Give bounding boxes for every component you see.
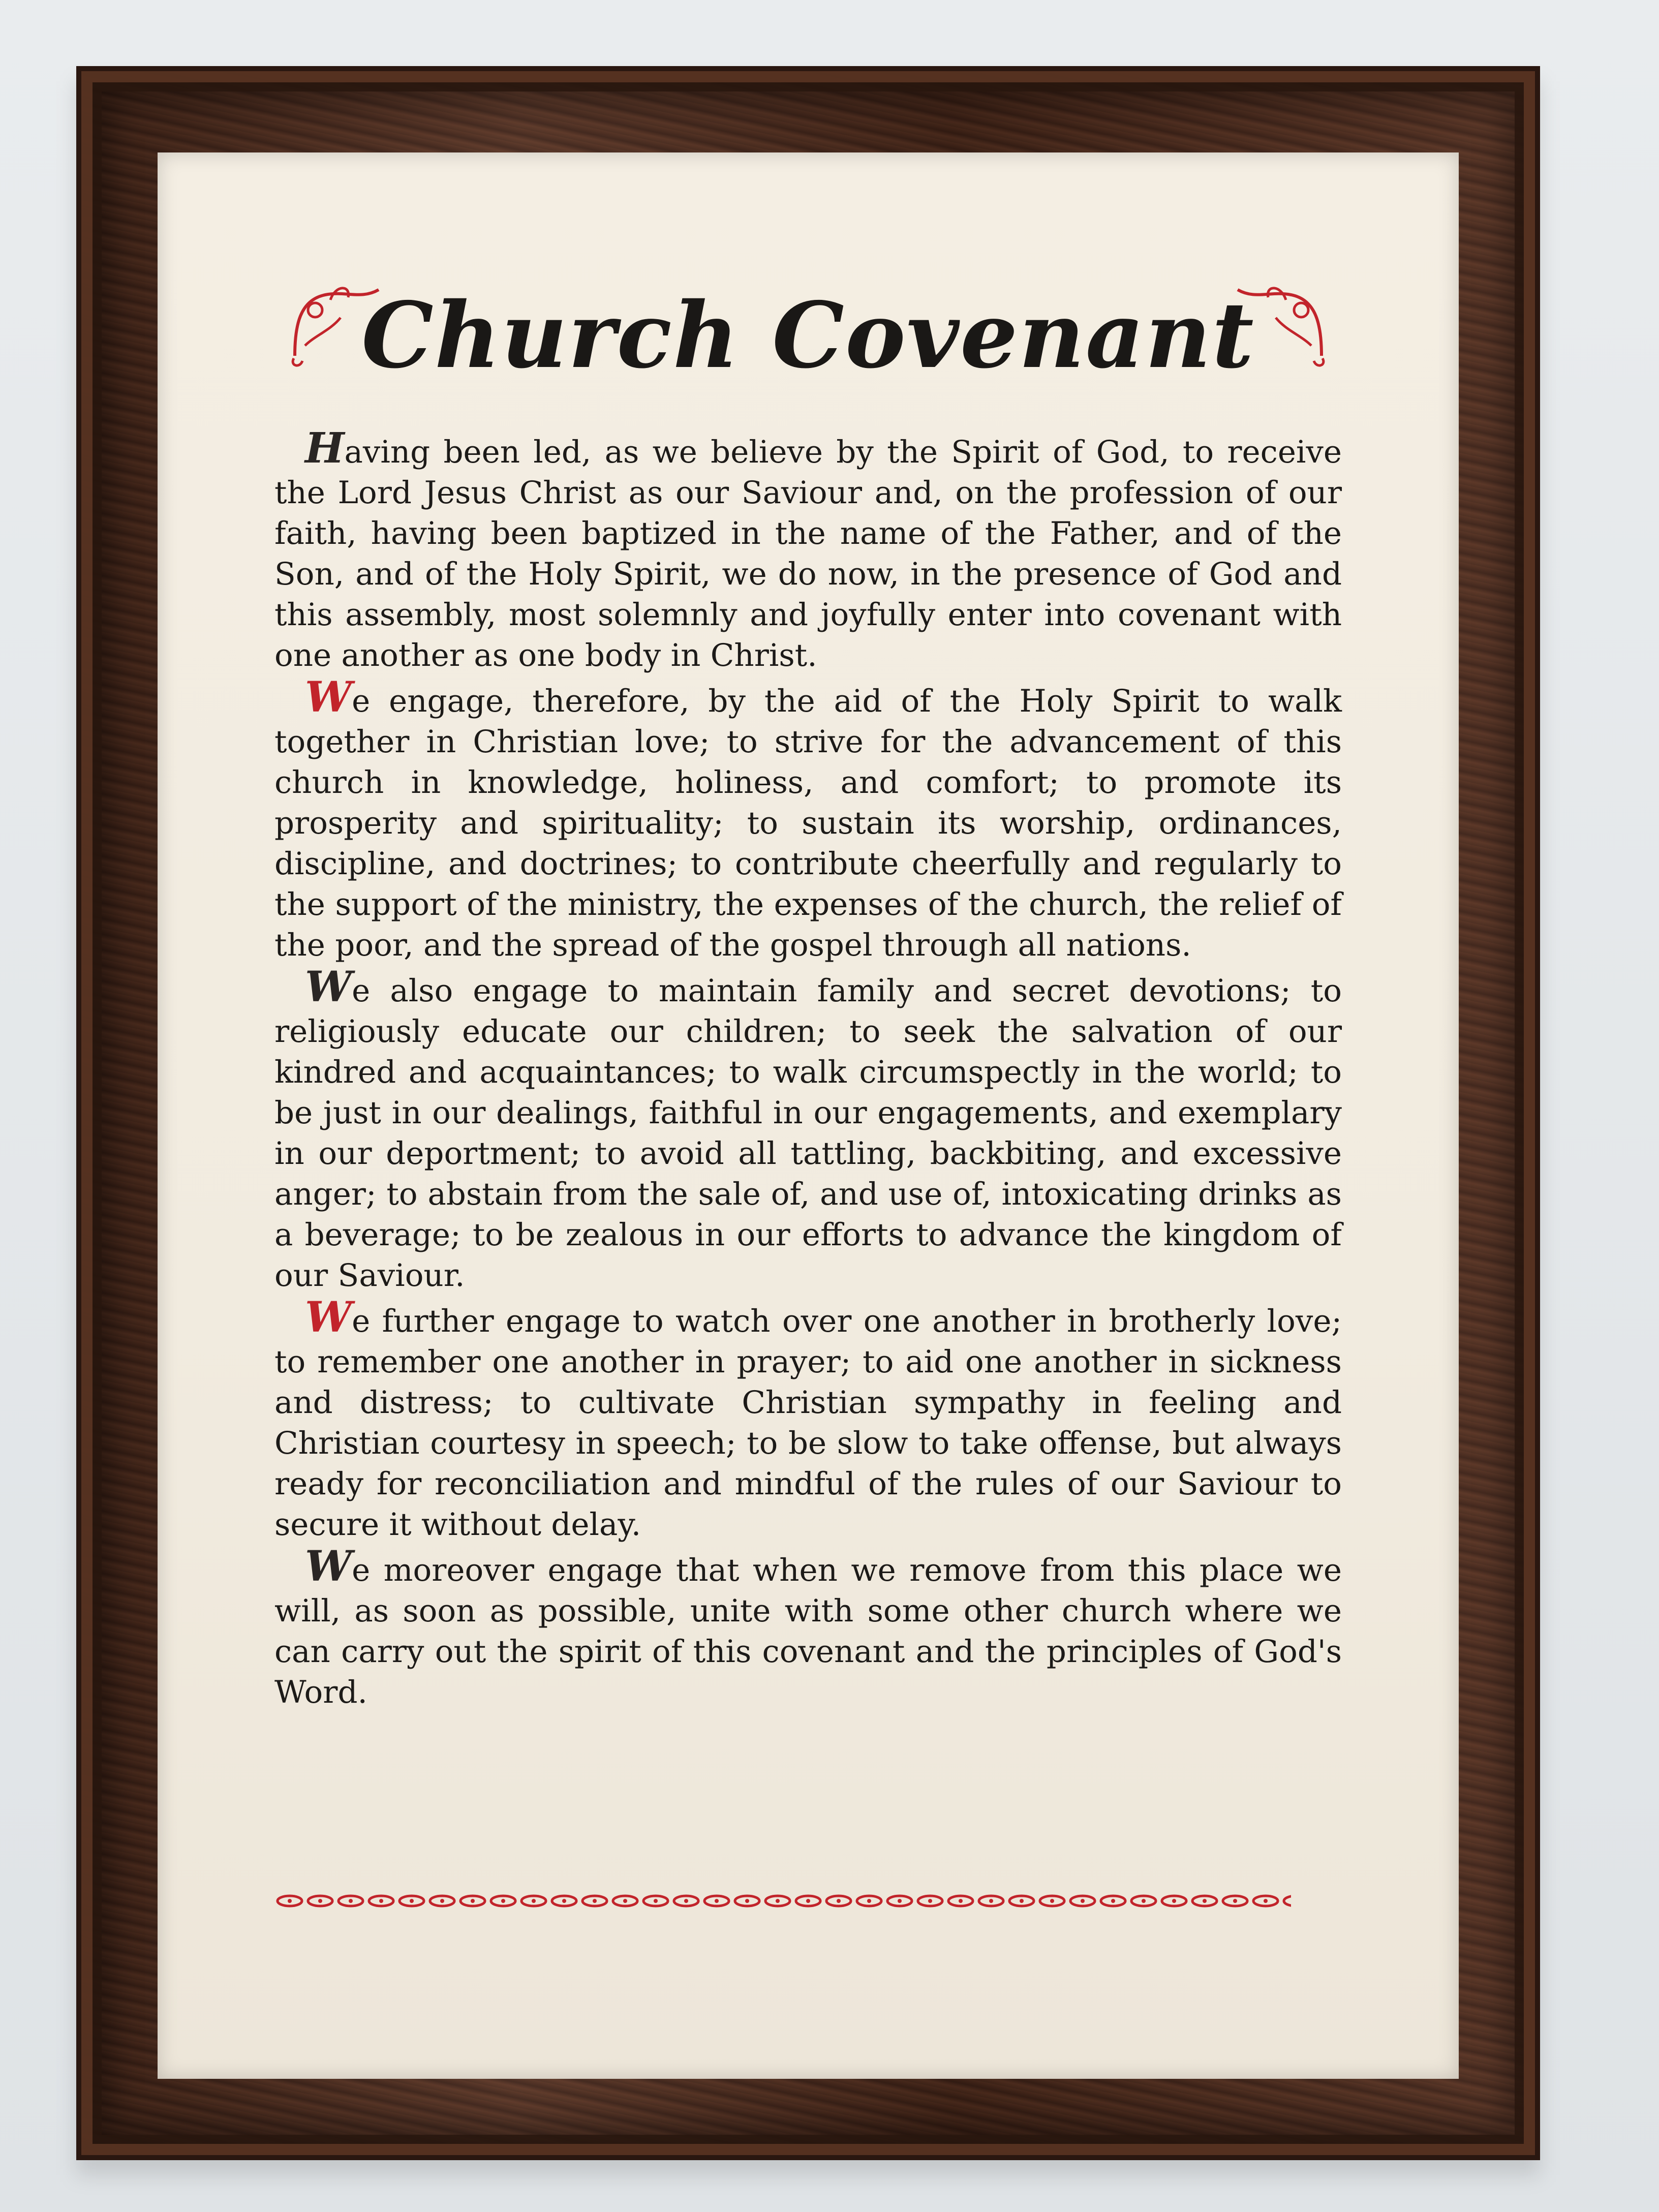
paragraph: [274, 963, 1342, 1296]
page-title: Church Covenant: [361, 282, 1255, 388]
drop-cap: W: [305, 1542, 352, 1591]
decorative-border-strip: [274, 1891, 1291, 1911]
paragraph: [274, 1293, 1342, 1545]
paragraph: [274, 1542, 1342, 1713]
flourish-ornament-icon: [1230, 269, 1332, 371]
drop-cap: W: [305, 963, 352, 1011]
covenant-poster: [158, 152, 1459, 2079]
covenant-body: [274, 424, 1342, 1713]
flourish-ornament-icon: [285, 269, 386, 371]
wooden-picture-frame: [76, 66, 1540, 2160]
paragraph-text: e also engage to maintain family and secret devotions; to religiously educate our children; to seek the salvation of our kindred and acquaintances; to walk circumspectly in the world; to be just in our dealings, faithful in our engagements, and exemplary in our deportment; to avoid all tattling, backbiting, and excessive anger; to abstain from the sale of, and use of, intoxicating drinks as a beverage; to be zealous in our efforts to advance the kingdom of our Saviour.: [274, 973, 1342, 1294]
paragraph-text: e further engage to watch over one another in brotherly love; to remember one another in prayer; to aid one another in sickness and distress; to cultivate Christian sympathy in feeling and Christian courtesy in speech; to be slow to take offense, but always ready for reconciliation and mindful of the rules of our Saviour to secure it without delay.: [274, 1303, 1342, 1543]
paragraph-text: e engage, therefore, by the aid of the Holy Spirit to walk together in Christian love; to strive for the advancement of this church in knowledge, holiness, and comfort; to promote its prosperity and spirituality; to sustain its worship, ordinances, discipline, and doctrines; to contribute cheerfully and regularly to the support of the ministry, the expenses of the church, the relief of the poor, and the spread of the gospel through all nations.: [274, 683, 1342, 963]
drop-cap: W: [305, 673, 352, 722]
paragraph-text: e moreover engage that when we remove from this place we will, as soon as possible, unite with some other church where we can carry out the spirit of this covenant and the principles of God's Word.: [274, 1552, 1342, 1710]
drop-cap: H: [305, 424, 345, 473]
drop-cap: W: [305, 1293, 352, 1342]
paragraph-text: aving been led, as we believe by the Spirit of God, to receive the Lord Jesus Christ as our Saviour and, on the profession of our faith, having been baptized in the name of the Father, and of the Son, and of the Holy Spirit, we do now, in the presence of God and this assembly, most solemnly and joyfully enter into covenant with one another as one body in Christ.: [274, 434, 1342, 673]
paragraph: [274, 424, 1342, 676]
paragraph: [274, 673, 1342, 966]
title-row: [274, 269, 1342, 402]
